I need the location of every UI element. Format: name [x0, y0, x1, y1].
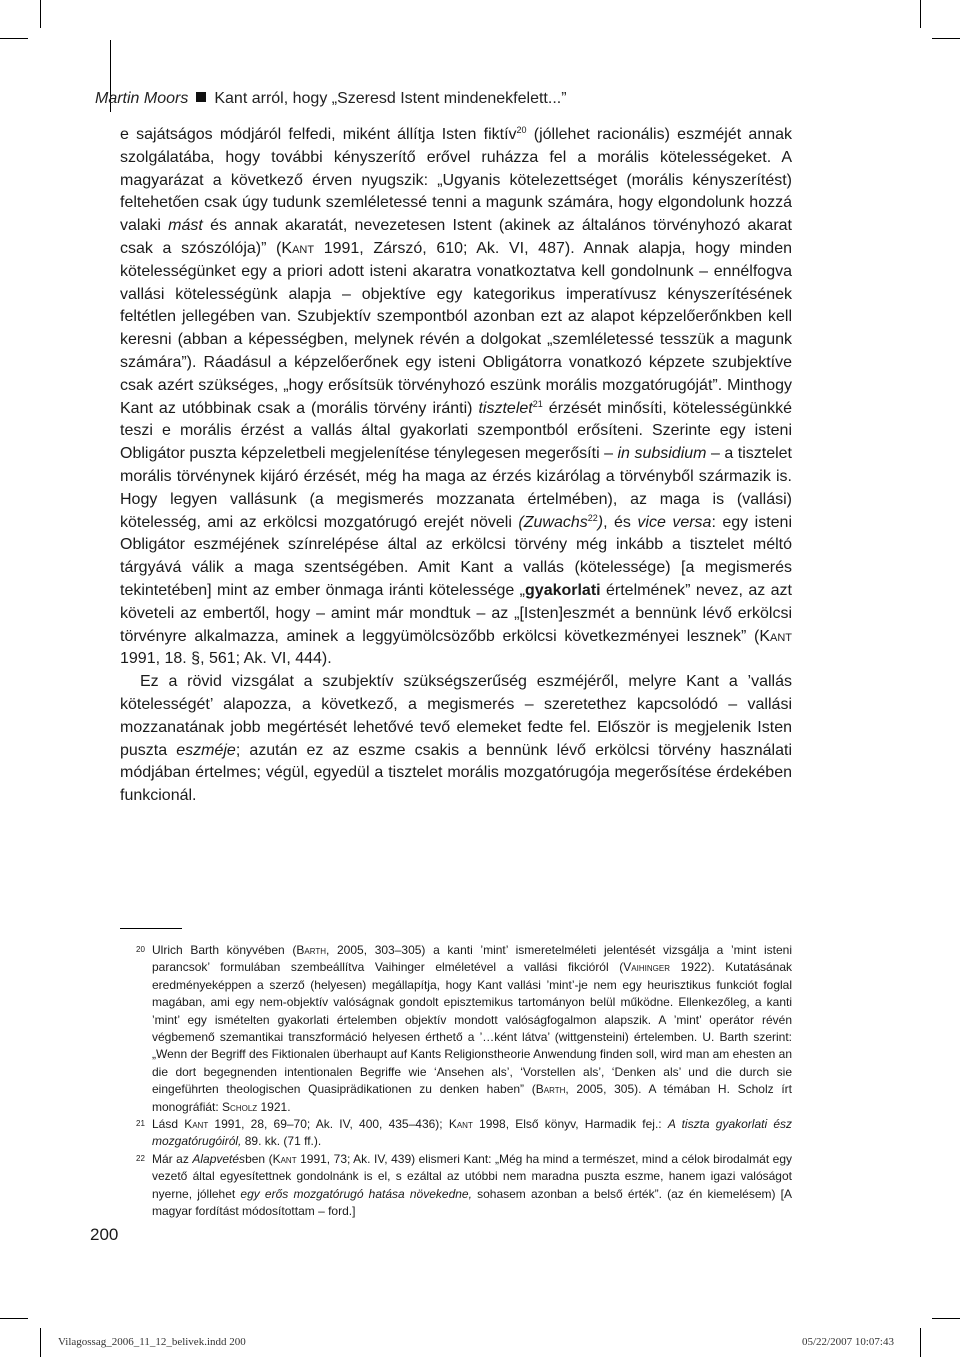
crop-mark	[920, 0, 921, 28]
main-text	[120, 124, 792, 808]
paragraph: Ez a rövid vizsgálat a szubjektív szükségszerűség eszméjéről, melyre Kant a ’vallás kötelességét’ alapozza, a következő, a megismerés – szeretethez kapcsolódó – vallási mozzanatának jobb megértését lehetővé tevő elemeket fedte fel. Először is megjelenik Isten puszta eszméje; azután ez az eszme csakis a bennünk lévő erkölcsi törvény használati módjában értelmes; végül, egyedül a tisztelet morális mozgatórugója megerősítése érdekében funkcionál.	[120, 673, 792, 805]
footnote-21: 21 Lásd Kant 1991, 28, 69–70; Ak. IV, 400, 435–436); Kant 1998, Első könyv, Harmadik fej.: A tiszta gyakorlati ész mozgatórugóiról, 89. kk. (71 ff.).	[136, 1117, 793, 1149]
crop-mark	[920, 1328, 921, 1357]
running-header	[95, 90, 567, 108]
crop-mark	[0, 38, 28, 39]
footnote-20: 20 Ulrich Barth könyvében (Barth, 2005, 303–305) a kanti ’mint’ ismeretelméleti jelentését vizsgálja a ’mint isteni parancsok’ formulában szembeállítva Vaihinger elméletével a vallási fikcióról (Vaihinger 1922). Kutatásának eredményeképpen a szerző (helyesen) megállapítja, hogy Kant vallási ’mint’-je nem egy heurisztikus funkciót foglal magában, ami egy nem-objektív valóságnak gondolt episztemikus tartományon belül működne. Ellenkezőleg, a kanti ’mint’ egy ismételten gyakorlati értelemben objektív mondott valóságfogalmon alapszik. A ’mint’ operátor révén végbemenő szemantikai transzformáció helyesen érthető a ’…ként látva’ (wittgensteini) értelemben. U. Barth szerint: „Wenn der Begriff des Fiktionalen überhaupt auf Kants Religionstheorie Anwendung finden soll, wird man am ehesten an die dort begegnenden intentionalen Begriffe wie ‘Ansehen als’, ‘Vorstellen als’, ‘Denken als’ und die durch sie eingeführten theologischen Quasiprädikationen zu denken haben” (Barth, 2005, 305). A témában H. Scholz írt monográfiát: Scholz 1921.	[136, 943, 793, 1114]
slug-date: 05/22/2007 10:07:43	[802, 1336, 894, 1348]
footnote-ref[interactable]: 20	[516, 125, 527, 135]
footnote-ref[interactable]: 22	[587, 512, 598, 523]
slug-filename: Vilagossag_2006_11_12_belivek.indd 200	[58, 1336, 246, 1348]
footnote-22: 22 Már az Alapvetésben (Kant 1991, 73; Ak. IV, 439) elismeri Kant: „Még ha mind a természet, mind a célok birodalmát egy vezető által egyesítettnek gondolnánk is el, s ezáltal az utóbbi nem maradna puszta eszme, hanem igazi valóságot nyerne, jóllehet egy erős mozgatórugó hatása növekedne, sohasem azonban a belső érték”. (az én kiemelésem) [A magyar fordítást módosítottam – ford.]	[136, 1151, 792, 1219]
crop-mark	[932, 38, 960, 39]
crop-mark	[40, 0, 41, 28]
footnote-rule	[120, 928, 182, 929]
footnote-ref[interactable]: 21	[532, 398, 543, 409]
header-title: Kant arról, hogy „Szeresd Istent mindenekfelett...”	[214, 90, 567, 107]
header-author: Martin Moors	[95, 90, 189, 107]
crop-mark	[40, 1328, 41, 1357]
crop-mark	[0, 1318, 28, 1319]
footnotes	[136, 942, 792, 1221]
square-bullet-icon	[196, 92, 206, 102]
crop-mark	[932, 1318, 960, 1319]
page-number: 200	[90, 1225, 119, 1244]
paragraph: e sajátságos módjáról felfedi, miként állítja Isten fiktív$^{20}$ (jóllehet racionális) eszméjét annak szolgálatába, hogy további kényszerítő erővel ruházza fel a morális kötelességeket. A magyarázat a következő érven nyugszik: „Ugyanis kötelezettséget (morális kényszerítést) feltehetően csak úgy tudunk szemléletessé tenni a magunk számára, hogy elgondolunk hozzá valaki mást és annak akaratát, nevezetesen Istent (akinek az általános törvényhozó akarat csak a szószólója)” (Kant 1991, Zárszó, 610; Ak. VI, 487). Annak alapja, hogy minden kötelességünket egy a priori adott isteni akaratra vonatkoztatva kell gondolnunk – ennélfogva vallási kötelességünk alapja – objektíve egy kategorikus imperatívusz kényszerítésének feltétlen jellegében van. Szubjektív szempontból azonban ezt az alapot képzelőerőnkben kell keresni (abban a képességben, melynek révén a dolgokat „szemléletessé tesszük a magunk számára”). Ráadásul a képzelőerőnek egy isteni Obligátorra vonatkozó képzete szubjektíve csak azért szükséges, „hogy erősítsük törvényhozó eszünk morális mozgatórugóját”. Minthogy Kant az utóbbinak csak a (morális törvény iránti) tisztelet$^{21}$ érzését minősíti, kötelességünkké teszi e morális érzést a vallás által gyakorlati szempontból erősíteni. Szerinte egy isteni Obligátor puszta képzeletbeli megjelenítése ténylegesen megerősíti – in subsidium – a tisztelet morális törvénynek kijáró érzését, még ha maga az érzés kizárólag a törvényből származik is. Hogy legyen vallásunk (a megismerés mozzanata értelmében), az maga is (vallási) kötelesség, ami az erkölcsi mozgatórugó erejét növeli (Zuwachs$^{22}$), és vice versa: egy isteni Obligátor eszméjének színrelépése által az erkölcsi törvény még inkább a tisztelet méltó tárgyává válik a maga szentségében. Amit Kant a vallás (kötelessége) [a megismerés tekintetében] mint az ember önmaga iránti kötelessége „gyakorlati értelmének” nevez, az azt követeli az embertől, hogy – amint már mondtuk – az „[Isten]eszmét a bennünk lévő erkölcsi törvényre alkalmazza, aminek a leggyümölcsözőbb erkölcsi következményei lesznek” (Kant 1991, 18. §, 561; Ak. VI, 444).	[120, 125, 793, 668]
